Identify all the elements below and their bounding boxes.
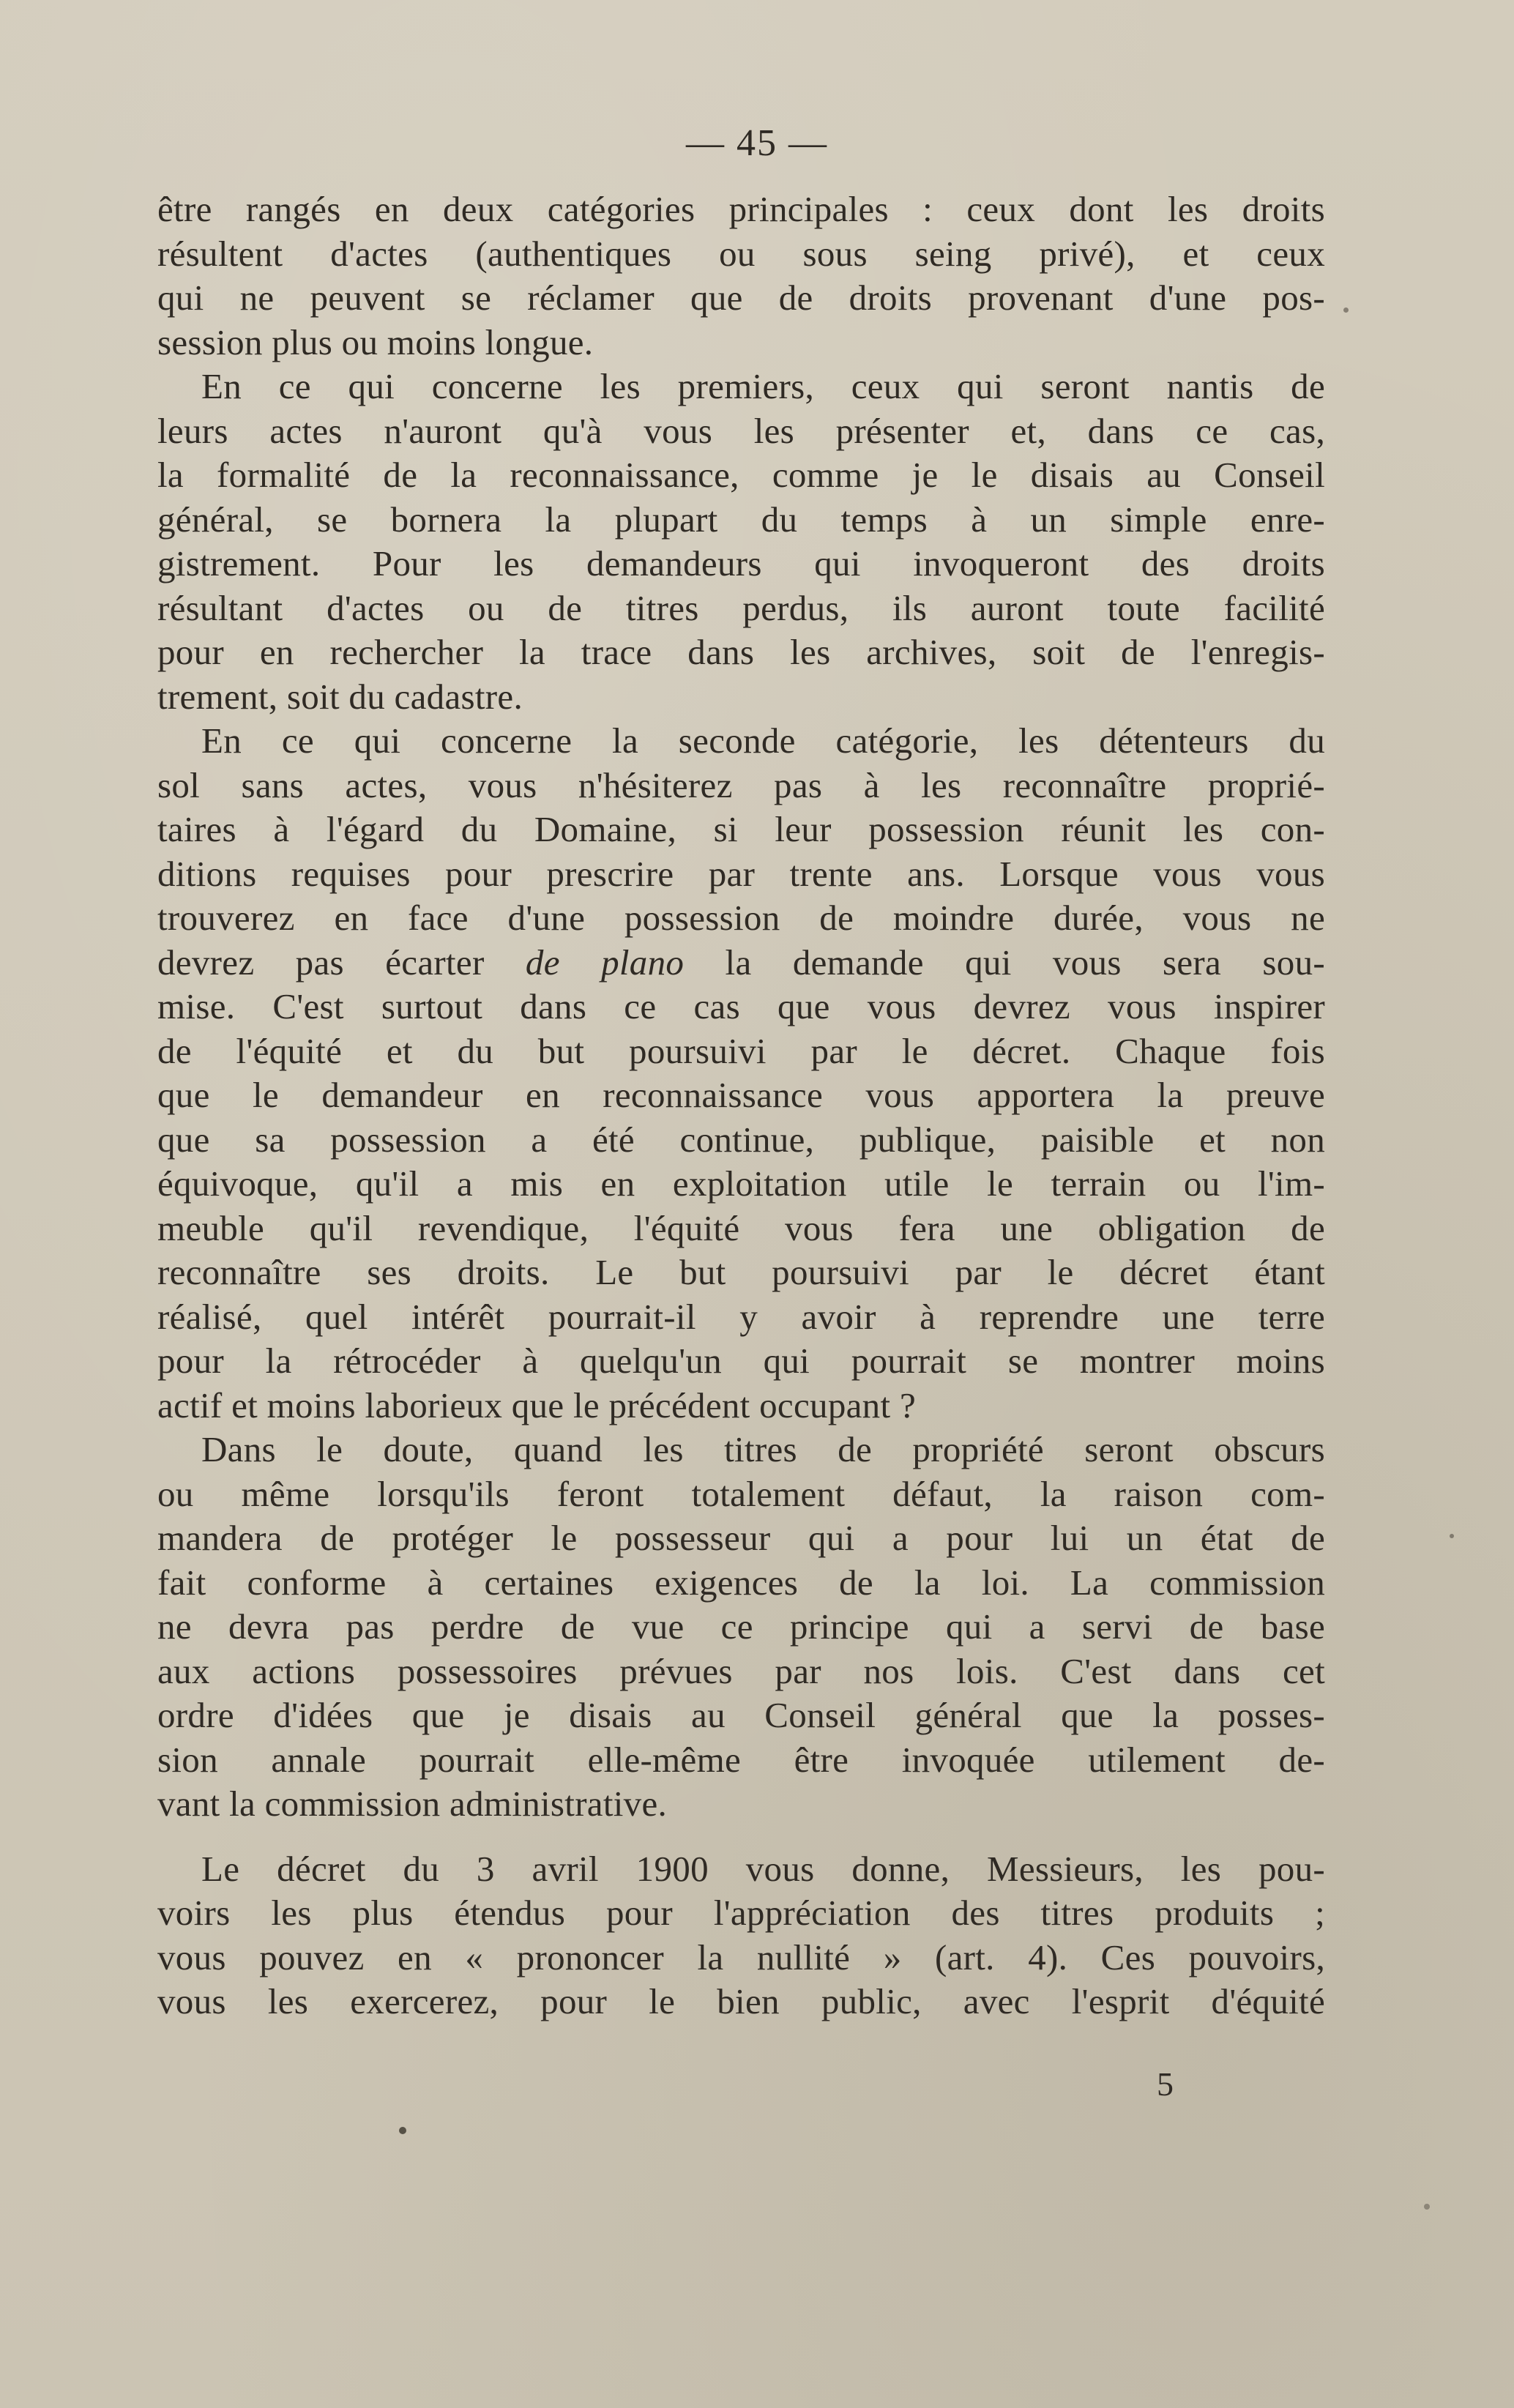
text-line: que le demandeur en reconnaissance vous apportera la preuve	[157, 1075, 1325, 1115]
text-line: trouverez en face d'une possession de moindre durée, vous ne	[157, 898, 1325, 938]
page-number: — 45 —	[686, 122, 828, 164]
text-line: qui ne peuvent se réclamer que de droits provenant d'une pos-	[157, 277, 1325, 318]
text-line: être rangés en deux catégories principales : ceux dont les droits	[157, 189, 1325, 229]
text-line: Dans le doute, quand les titres de propriété seront obscurs	[201, 1429, 1325, 1469]
text-line: réalisé, quel intérêt pourrait-il y avoir à reprendre une terre	[157, 1296, 1325, 1337]
text-line: ou même lorsqu'ils feront totalement défaut, la raison com-	[157, 1473, 1325, 1514]
paragraph-5	[157, 1847, 1325, 2024]
text-line: En ce qui concerne la seconde catégorie, les détenteurs du	[201, 720, 1325, 761]
text-line: meuble qu'il revendique, l'équité vous fera une obligation de	[157, 1207, 1325, 1248]
text-line: taires à l'égard du Domaine, si leur possession réunit les con-	[157, 809, 1325, 849]
text-segment: devrez pas écarter	[157, 942, 485, 983]
text-line: session plus ou moins longue.	[157, 321, 594, 362]
text-line: général, se bornera la plupart du temps à un simple enre-	[157, 499, 1325, 540]
text-line: actif et moins laborieux que le précédent occupant ?	[157, 1384, 916, 1425]
text-line: pour en rechercher la trace dans les archives, soit de l'enregis-	[157, 632, 1325, 672]
paragraph-1	[157, 187, 1325, 365]
text-line: aux actions possessoires prévues par nos lois. C'est dans cet	[157, 1650, 1325, 1691]
text-line: trement, soit du cadastre.	[157, 676, 523, 717]
text-line: résultent d'actes (authentiques ou sous seing privé), et ceux	[157, 233, 1325, 274]
text-line: ditions requises pour prescrire par trente ans. Lorsque vous vous	[157, 853, 1325, 894]
text-line: leurs actes n'auront qu'à vous les présenter et, dans ce cas,	[157, 410, 1325, 451]
text-line: mandera de protéger le possesseur qui a pour lui un état de	[157, 1518, 1325, 1558]
text-line: gistrement. Pour les demandeurs qui invoqueront des droits	[157, 543, 1325, 584]
text-line: En ce qui concerne les premiers, ceux qui seront nantis de	[201, 366, 1325, 406]
ink-speck	[399, 2127, 406, 2134]
text-line: pour la rétrocéder à quelqu'un qui pourrait se montrer moins	[157, 1341, 1325, 1381]
text-line: sol sans actes, vous n'hésiterez pas à les reconnaître proprié-	[157, 764, 1325, 805]
paragraph-2	[157, 365, 1325, 719]
text-line: résultant d'actes ou de titres perdus, ils auront toute facilité	[157, 587, 1325, 628]
text-line: vous pouvez en « prononcer la nullité » (art. 4). Ces pouvoirs,	[157, 1937, 1325, 1978]
text-line: ne devra pas perdre de vue ce principe qui a servi de base	[157, 1606, 1325, 1647]
paragraph-4	[157, 1428, 1325, 1827]
text-line: que sa possession a été continue, publique, paisible et non	[157, 1119, 1325, 1160]
ink-speck	[1424, 2204, 1430, 2210]
text-line: ordre d'idées que je disais au Conseil général que la posses-	[157, 1695, 1325, 1735]
text-line: la formalité de la reconnaissance, comme je le disais au Conseil	[157, 455, 1325, 495]
body-text	[157, 187, 1325, 2024]
text-line: mise. C'est surtout dans ce cas que vous devrez vous inspirer	[157, 986, 1325, 1026]
ink-speck	[1343, 307, 1349, 313]
italic-phrase: de plano	[525, 942, 685, 983]
signature-mark: 5	[1157, 2065, 1174, 2103]
text-line: équivoque, qu'il a mis en exploitation utile le terrain ou l'im-	[157, 1163, 1325, 1204]
text-line: vous les exercerez, pour le bien public, avec l'esprit d'équité	[157, 1981, 1325, 2021]
paragraph-3	[157, 719, 1325, 1428]
text-segment: la demande qui vous sera sou-	[725, 942, 1326, 983]
text-line: fait conforme à certaines exigences de la loi. La commission	[157, 1562, 1325, 1603]
text-line-mixed	[157, 941, 1325, 985]
text-line: sion annale pourrait elle-même être invoquée utilement de-	[157, 1739, 1325, 1780]
text-line: reconnaître ses droits. Le but poursuivi par le décret étant	[157, 1252, 1325, 1292]
text-line: Le décret du 3 avril 1900 vous donne, Messieurs, les pou-	[201, 1848, 1325, 1889]
text-line: de l'équité et du but poursuivi par le décret. Chaque fois	[157, 1030, 1325, 1071]
text-line: vant la commission administrative.	[157, 1783, 668, 1824]
text-line: voirs les plus étendus pour l'appréciation des titres produits ;	[157, 1893, 1325, 1933]
ink-speck	[1450, 1534, 1454, 1538]
